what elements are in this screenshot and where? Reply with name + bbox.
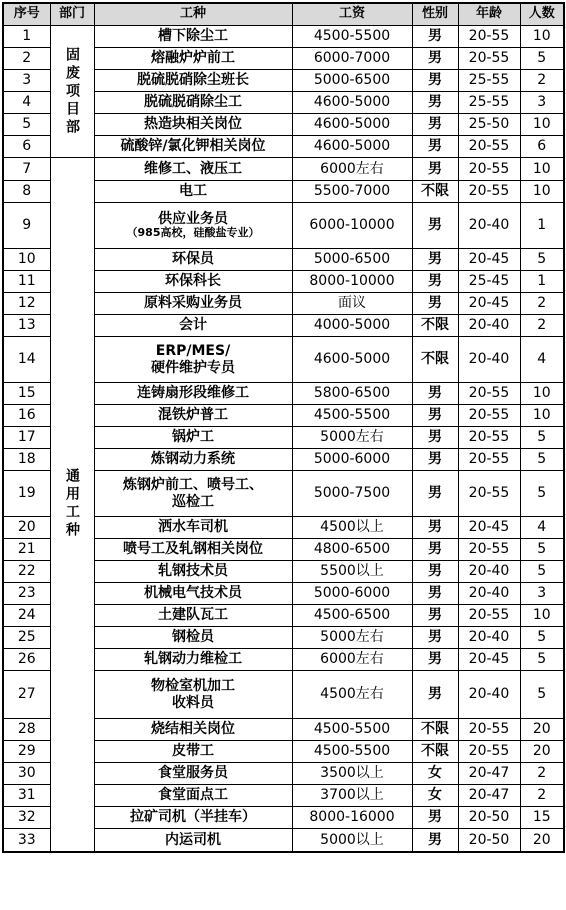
row-age: 20-55: [458, 471, 520, 517]
row-count: 10: [520, 158, 564, 181]
job-title-line: 熔融炉炉前工: [151, 50, 235, 67]
job-title-line: 供应业务员: [158, 211, 228, 228]
row-job-title: [94, 719, 292, 741]
row-seq: 32: [3, 807, 50, 829]
row-count: 10: [520, 405, 564, 427]
row-job-title: [94, 785, 292, 807]
job-title-line-2: 巡检工: [172, 493, 214, 510]
row-count: 3: [520, 583, 564, 605]
row-salary: 5000左右: [292, 427, 412, 449]
row-count: 4: [520, 517, 564, 539]
row-count: 5: [520, 561, 564, 583]
job-title-line: 电工: [179, 183, 207, 200]
job-title-line: 混铁炉普工: [158, 407, 228, 424]
row-seq: 25: [3, 627, 50, 649]
row-salary: 3700以上: [292, 785, 412, 807]
row-age: 20-55: [458, 48, 520, 70]
row-count: 10: [520, 181, 564, 203]
row-gender: 男: [412, 158, 458, 181]
job-title-line: 脱硫脱硝除尘工: [144, 94, 242, 111]
row-gender: 男: [412, 539, 458, 561]
row-salary: 5000-6000: [292, 583, 412, 605]
row-gender: 男: [412, 70, 458, 92]
row-job-title: [94, 471, 292, 517]
row-job-title: [94, 449, 292, 471]
row-age: 25-50: [458, 114, 520, 136]
row-gender: 男: [412, 561, 458, 583]
row-age: 20-40: [458, 337, 520, 383]
row-job-title: [94, 405, 292, 427]
row-job-title: [94, 315, 292, 337]
row-seq: 9: [3, 203, 50, 249]
row-count: 1: [520, 203, 564, 249]
row-age: 20-55: [458, 449, 520, 471]
row-count: 5: [520, 249, 564, 271]
row-gender: 不限: [412, 337, 458, 383]
job-title-line: 锅炉工: [172, 429, 214, 446]
row-seq: 1: [3, 26, 50, 48]
job-title-line: 环保科长: [165, 273, 221, 290]
row-seq: 27: [3, 671, 50, 719]
row-age: 20-47: [458, 785, 520, 807]
header-gender: 性别: [412, 3, 458, 26]
row-job-title: [94, 249, 292, 271]
row-seq: 29: [3, 741, 50, 763]
row-gender: 不限: [412, 741, 458, 763]
job-title-line: 食堂面点工: [158, 787, 228, 804]
row-count: 20: [520, 741, 564, 763]
row-gender: 男: [412, 449, 458, 471]
header-dept: 部门: [50, 3, 94, 26]
row-salary: 6000左右: [292, 158, 412, 181]
row-seq: 23: [3, 583, 50, 605]
row-salary: 4500以上: [292, 517, 412, 539]
row-job-title: [94, 293, 292, 315]
row-seq: 13: [3, 315, 50, 337]
row-gender: 男: [412, 427, 458, 449]
row-salary: 5800-6500: [292, 383, 412, 405]
row-age: 20-55: [458, 158, 520, 181]
row-age: 20-45: [458, 249, 520, 271]
row-job-title: [94, 427, 292, 449]
row-count: 1: [520, 271, 564, 293]
job-title-line: 机械电气技术员: [144, 585, 242, 602]
row-seq: 15: [3, 383, 50, 405]
row-salary: 4500左右: [292, 671, 412, 719]
row-job-title: [94, 70, 292, 92]
row-job-title: [94, 114, 292, 136]
row-count: 2: [520, 293, 564, 315]
row-count: 2: [520, 70, 564, 92]
job-title-line: 连铸扇形段维修工: [137, 385, 249, 402]
row-salary: 面议: [292, 293, 412, 315]
row-job-title: [94, 627, 292, 649]
recruitment-table-sheet: [2, 2, 563, 907]
row-job-title: [94, 48, 292, 70]
row-seq: 20: [3, 517, 50, 539]
row-salary: 4500-5500: [292, 719, 412, 741]
row-job-title: [94, 807, 292, 829]
row-seq: 5: [3, 114, 50, 136]
row-seq: 6: [3, 136, 50, 158]
row-age: 20-45: [458, 293, 520, 315]
job-title-line: 轧钢动力维检工: [144, 651, 242, 668]
row-salary: 6000-10000: [292, 203, 412, 249]
job-title-line: 维修工、液压工: [144, 160, 242, 177]
row-job-title: [94, 92, 292, 114]
row-seq: 26: [3, 649, 50, 671]
job-title-line: 环保员: [172, 251, 214, 268]
job-title-line: 内运司机: [165, 831, 221, 848]
job-title-line: 喷号工及轧钢相关岗位: [123, 541, 263, 558]
row-salary: 3500以上: [292, 763, 412, 785]
row-count: 5: [520, 649, 564, 671]
row-seq: 30: [3, 763, 50, 785]
row-job-title: [94, 517, 292, 539]
row-salary: 5000左右: [292, 627, 412, 649]
row-gender: 男: [412, 114, 458, 136]
row-job-title: [94, 763, 292, 785]
row-count: 2: [520, 785, 564, 807]
row-age: 20-55: [458, 405, 520, 427]
row-age: 20-55: [458, 427, 520, 449]
row-count: 3: [520, 92, 564, 114]
row-age: 20-45: [458, 649, 520, 671]
row-age: 20-40: [458, 671, 520, 719]
row-seq: 17: [3, 427, 50, 449]
job-title-line: ERP/MES/: [155, 343, 231, 360]
row-age: 20-50: [458, 807, 520, 829]
row-age: 25-45: [458, 271, 520, 293]
row-seq: 24: [3, 605, 50, 627]
row-age: 20-55: [458, 181, 520, 203]
row-salary: 5000-6500: [292, 70, 412, 92]
row-seq: 10: [3, 249, 50, 271]
job-title-line: 皮带工: [172, 743, 214, 760]
row-salary: 4600-5000: [292, 337, 412, 383]
row-count: 5: [520, 627, 564, 649]
job-title-line: 会计: [179, 317, 207, 334]
row-job-title: [94, 741, 292, 763]
row-salary: 5000-7500: [292, 471, 412, 517]
row-gender: 男: [412, 136, 458, 158]
department-cell: 通用工种: [50, 158, 94, 852]
recruitment-table: [2, 2, 565, 853]
row-salary: 6000左右: [292, 649, 412, 671]
row-age: 20-50: [458, 829, 520, 852]
row-age: 20-55: [458, 719, 520, 741]
row-job-title: [94, 649, 292, 671]
row-gender: 男: [412, 249, 458, 271]
row-age: 20-55: [458, 539, 520, 561]
row-job-title: [94, 383, 292, 405]
row-count: 5: [520, 427, 564, 449]
row-gender: 男: [412, 627, 458, 649]
row-salary: 4600-5000: [292, 136, 412, 158]
row-job-title: [94, 539, 292, 561]
row-count: 5: [520, 539, 564, 561]
row-seq: 28: [3, 719, 50, 741]
job-title-line: 槽下除尘工: [158, 28, 228, 45]
table-row: [3, 26, 564, 48]
row-gender: 男: [412, 383, 458, 405]
row-seq: 11: [3, 271, 50, 293]
row-gender: 不限: [412, 315, 458, 337]
row-age: 20-40: [458, 203, 520, 249]
row-gender: 男: [412, 605, 458, 627]
row-seq: 31: [3, 785, 50, 807]
row-salary: 4600-5000: [292, 114, 412, 136]
row-age: 20-40: [458, 561, 520, 583]
row-salary: 4500-5500: [292, 405, 412, 427]
row-salary: 5000-6000: [292, 449, 412, 471]
row-job-title: [94, 271, 292, 293]
row-count: 10: [520, 26, 564, 48]
row-count: 10: [520, 605, 564, 627]
row-job-title: [94, 136, 292, 158]
job-title-line-2: 硬件维护专员: [151, 359, 235, 376]
row-count: 5: [520, 48, 564, 70]
row-salary: 4600-5000: [292, 92, 412, 114]
row-salary: 4500-5500: [292, 741, 412, 763]
row-salary: 5000-6500: [292, 249, 412, 271]
row-age: 20-55: [458, 26, 520, 48]
header-count: 人数: [520, 3, 564, 26]
header-title: 工种: [94, 3, 292, 26]
row-gender: 男: [412, 671, 458, 719]
row-age: 20-45: [458, 517, 520, 539]
row-gender: 男: [412, 271, 458, 293]
row-salary: 5000以上: [292, 829, 412, 852]
row-gender: 女: [412, 763, 458, 785]
row-count: 15: [520, 807, 564, 829]
header-salary: 工资: [292, 3, 412, 26]
row-count: 5: [520, 449, 564, 471]
row-job-title: [94, 337, 292, 383]
job-title-line: 脱硫脱硝除尘班长: [137, 72, 249, 89]
row-count: 4: [520, 337, 564, 383]
row-gender: 男: [412, 471, 458, 517]
job-title-line-2: （985高校，硅酸盐专业）: [126, 226, 260, 240]
row-count: 20: [520, 829, 564, 852]
row-age: 20-40: [458, 627, 520, 649]
job-title-line: 热造块相关岗位: [144, 116, 242, 133]
row-salary: 4800-6500: [292, 539, 412, 561]
job-title-line: 轧钢技术员: [158, 563, 228, 580]
row-seq: 8: [3, 181, 50, 203]
row-seq: 7: [3, 158, 50, 181]
row-count: 10: [520, 114, 564, 136]
department-cell: 固废项目部: [50, 26, 94, 158]
row-seq: 3: [3, 70, 50, 92]
row-job-title: [94, 583, 292, 605]
row-salary: 5500-7000: [292, 181, 412, 203]
row-gender: 不限: [412, 719, 458, 741]
job-title-line: 炼钢动力系统: [151, 451, 235, 468]
row-salary: 8000-10000: [292, 271, 412, 293]
row-job-title: [94, 181, 292, 203]
row-job-title: [94, 203, 292, 249]
row-gender: 男: [412, 48, 458, 70]
row-gender: 男: [412, 517, 458, 539]
row-gender: 男: [412, 26, 458, 48]
row-age: 20-55: [458, 383, 520, 405]
job-title-line-2: 收料员: [172, 694, 214, 711]
row-salary: 5500以上: [292, 561, 412, 583]
row-seq: 21: [3, 539, 50, 561]
row-seq: 33: [3, 829, 50, 852]
row-job-title: [94, 671, 292, 719]
row-age: 20-40: [458, 315, 520, 337]
row-gender: 男: [412, 293, 458, 315]
row-count: 6: [520, 136, 564, 158]
table-row: [3, 158, 564, 181]
job-title-line: 食堂服务员: [158, 765, 228, 782]
row-salary: 6000-7000: [292, 48, 412, 70]
table-body: [3, 26, 564, 852]
row-count: 10: [520, 383, 564, 405]
row-age: 20-40: [458, 583, 520, 605]
row-gender: 男: [412, 583, 458, 605]
job-title-line: 物检室机加工: [151, 678, 235, 695]
row-job-title: [94, 605, 292, 627]
row-seq: 2: [3, 48, 50, 70]
row-count: 2: [520, 763, 564, 785]
header-seq: 序号: [3, 3, 50, 26]
row-salary: 4500-5500: [292, 26, 412, 48]
row-seq: 12: [3, 293, 50, 315]
row-salary: 4500-6500: [292, 605, 412, 627]
row-count: 5: [520, 471, 564, 517]
job-title-line: 原料采购业务员: [144, 295, 242, 312]
row-job-title: [94, 26, 292, 48]
row-gender: 男: [412, 92, 458, 114]
header-row: [3, 3, 564, 26]
row-gender: 男: [412, 649, 458, 671]
row-seq: 16: [3, 405, 50, 427]
job-title-line: 土建队瓦工: [158, 607, 228, 624]
job-title-line: 炼钢炉前工、喷号工、: [123, 477, 263, 494]
job-title-line: 钢检员: [172, 629, 214, 646]
row-count: 5: [520, 671, 564, 719]
row-age: 20-55: [458, 741, 520, 763]
job-title-line: 烧结相关岗位: [151, 721, 235, 738]
row-age: 20-47: [458, 763, 520, 785]
row-count: 2: [520, 315, 564, 337]
row-seq: 18: [3, 449, 50, 471]
row-gender: 男: [412, 405, 458, 427]
row-salary: 4000-5000: [292, 315, 412, 337]
row-count: 20: [520, 719, 564, 741]
row-gender: 不限: [412, 181, 458, 203]
row-job-title: [94, 158, 292, 181]
row-gender: 男: [412, 829, 458, 852]
row-age: 20-55: [458, 136, 520, 158]
row-seq: 22: [3, 561, 50, 583]
header-age: 年龄: [458, 3, 520, 26]
job-title-line: 拉矿司机（半挂车）: [130, 809, 256, 826]
row-age: 25-55: [458, 70, 520, 92]
job-title-line: 硫酸锌/氯化钾相关岗位: [120, 138, 266, 155]
row-age: 25-55: [458, 92, 520, 114]
row-gender: 女: [412, 785, 458, 807]
row-seq: 19: [3, 471, 50, 517]
row-seq: 14: [3, 337, 50, 383]
row-job-title: [94, 829, 292, 852]
row-seq: 4: [3, 92, 50, 114]
row-age: 20-55: [458, 605, 520, 627]
job-title-line: 洒水车司机: [158, 519, 228, 536]
row-salary: 8000-16000: [292, 807, 412, 829]
row-job-title: [94, 561, 292, 583]
row-gender: 男: [412, 203, 458, 249]
row-gender: 男: [412, 807, 458, 829]
